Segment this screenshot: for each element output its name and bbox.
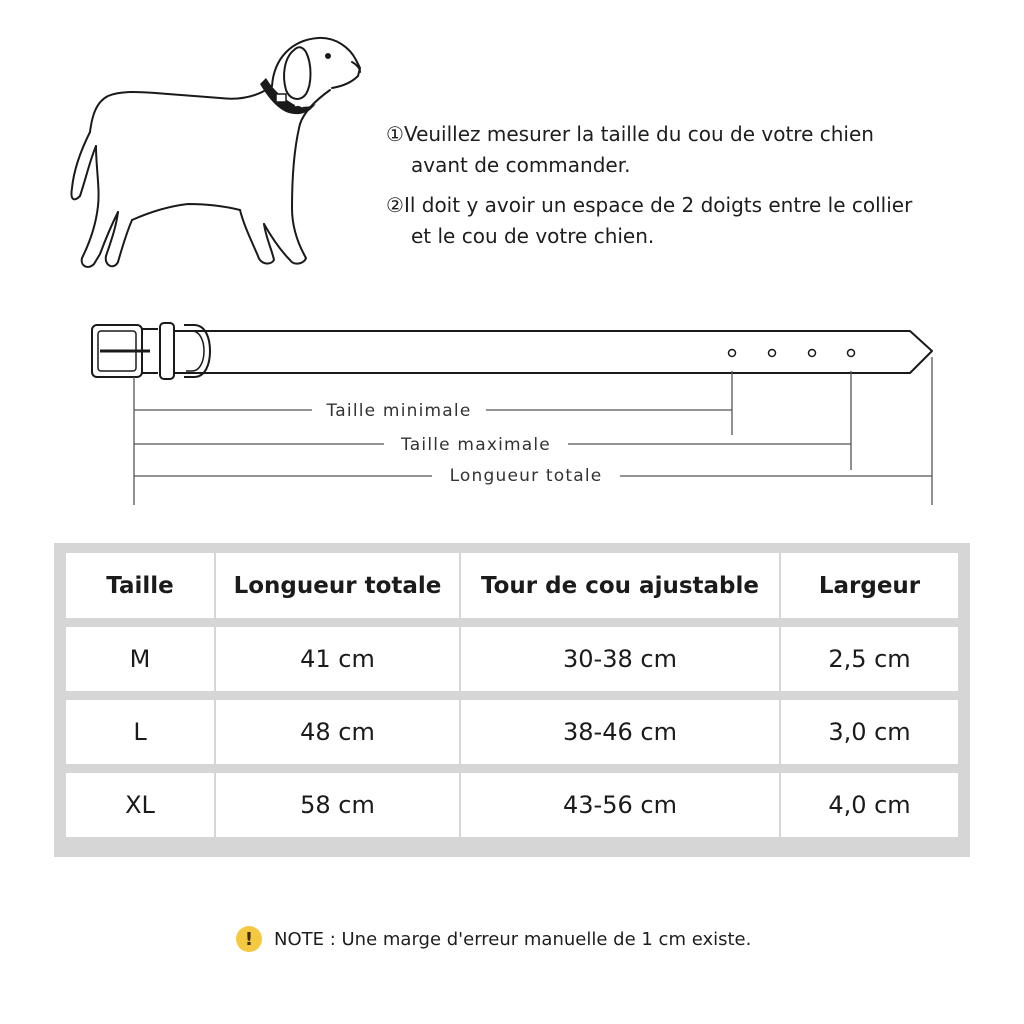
min-size-label: Taille minimale (326, 401, 472, 421)
table-row (66, 700, 958, 764)
note (236, 924, 751, 954)
dog-illustration (60, 28, 380, 278)
total-length-label: Longueur totale (449, 466, 603, 486)
cell-neck-range: 38-46 cm (461, 700, 781, 764)
cell-width: 4,0 cm (828, 791, 911, 819)
note-text: NOTE : Une marge d'erreur manuelle de 1 cm existe. (274, 928, 752, 950)
header-width: Largeur (818, 572, 921, 599)
instruction-line: avant de commander. (411, 153, 631, 177)
table-row (66, 627, 958, 691)
cell-neck-range: 30-38 cm (461, 627, 781, 691)
keeper-loop (160, 323, 174, 379)
warning-icon: ! (236, 926, 262, 952)
instruction-number: ① (386, 122, 404, 146)
instruction-2 (386, 190, 912, 252)
cell-total-length: 41 cm (216, 627, 461, 691)
size-table (54, 543, 970, 857)
strap-hole (809, 350, 816, 357)
cell-width: 2,5 cm (828, 645, 911, 673)
max-size-label: Taille maximale (401, 435, 551, 455)
strap-hole (769, 350, 776, 357)
cell-size: L (66, 700, 216, 764)
cell-total-length: 48 cm (216, 700, 461, 764)
strap-hole (848, 350, 855, 357)
header-neck-range: Tour de cou ajustable (461, 553, 781, 618)
instruction-number: ② (386, 193, 404, 217)
cell-size: XL (66, 773, 216, 837)
table-header-row (66, 553, 958, 618)
instruction-line: Veuillez mesurer la taille du cou de votre chien (403, 122, 874, 146)
cell-neck-range: 43-56 cm (461, 773, 781, 837)
instruction-line: et le cou de votre chien. (411, 224, 655, 248)
cell-width: 3,0 cm (828, 718, 911, 746)
instruction-1 (386, 119, 874, 181)
collar-diagram (80, 315, 950, 510)
table-row (66, 773, 958, 837)
cell-size: M (66, 627, 216, 691)
strap (174, 331, 932, 373)
strap-hole (729, 350, 736, 357)
instruction-line: Il doit y avoir un espace de 2 doigts entre le collier (403, 193, 913, 217)
header-size: Taille (66, 553, 216, 618)
header-total-length: Longueur totale (216, 553, 461, 618)
cell-total-length: 58 cm (216, 773, 461, 837)
